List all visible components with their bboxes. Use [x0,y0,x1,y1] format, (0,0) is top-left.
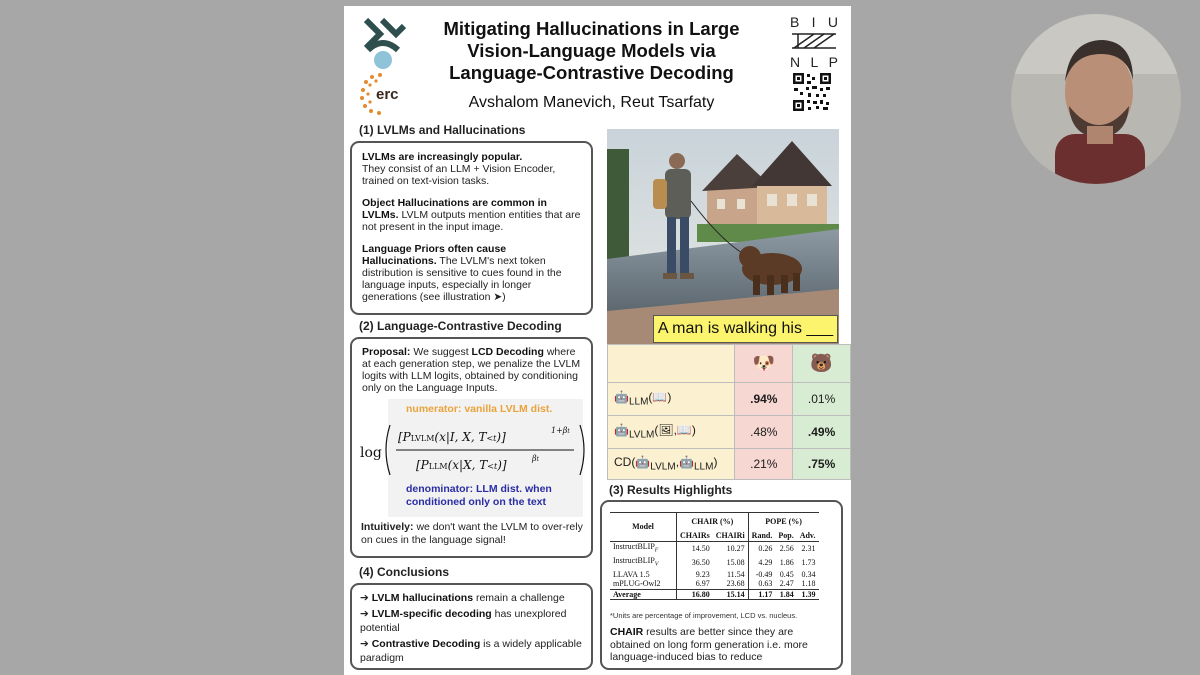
table-cell: 0.26 [748,541,775,556]
erc-logo [358,72,406,116]
bold-text: Contrastive Decoding [371,638,481,650]
formula-expression [358,419,588,481]
results-footnote: *Units are percentage of improvement, LCD vs. nucleus. [610,611,798,620]
table-row [610,541,819,556]
proposal-text [362,346,581,394]
poster [344,6,851,675]
results-box [600,500,843,670]
table-cell: 0.34 [801,569,816,579]
dog-emoji-icon: 🐶 [735,345,793,383]
model-header: Model [610,513,677,542]
table-cell: -0.49 [748,570,775,580]
lcd-formula [358,399,588,517]
table-row [608,449,851,480]
table-row [610,570,819,580]
book-icon: 📖 [652,390,668,405]
bold-text: LVLMs are increasingly popular. [362,151,523,163]
qr-code-icon [792,72,832,112]
table-cell: 23.68 [726,579,745,589]
table-cell: 15.14 [713,589,748,600]
section-title-lcd: (2) Language-Contrastive Decoding [359,319,562,333]
row-label: $🤖_{LVLM}(🖼,📖)$ [608,416,735,449]
conclusion-item: ➔ LVLM hallucinations remain a challenge [360,592,565,604]
lvlms-box [350,141,593,315]
bold-text: LVLM-specific decoding [371,608,492,620]
conclusions-list [360,591,583,665]
webcam-video [1011,14,1181,184]
svg-text:βt: βt [532,454,540,463]
poster-title: Mitigating Hallucinations in Large Vision-Language Models via Language-Contrastive Decoding [443,18,740,83]
illustration-photo [607,129,839,344]
table-cell: 9.23 [677,570,713,580]
book-icon: 📖 [676,423,692,438]
body-text: LVLM outputs mention entities that are not present in the input image. [362,209,581,233]
model-name-text: InstructBLIP [613,555,655,565]
table-corner [608,345,735,383]
conclusion-item: ➔ Contrastive Decoding is a widely applicable paradigm [360,638,582,664]
robot-icon: 🤖 [635,455,651,470]
body-text: is a widely applicable paradigm [360,638,582,664]
table-cell: 14.50 [677,541,713,556]
bold-text: LCD Decoding [471,346,544,358]
poster-authors: Avshalom Manevich, Reut Tsarfaty [468,94,715,111]
prob-value: .01% [793,383,851,416]
bold-text: Object Hallucinations are common in LVLMs. [362,197,547,221]
table-row [608,416,851,449]
prob-value: .49% [793,416,851,449]
bold-text: LVLM hallucinations [371,592,474,604]
model-subscript: V [654,561,659,568]
pope-header: POPE (%) [748,513,818,532]
prob-value: .48% [735,416,793,449]
biu-nlp-logo [790,15,838,70]
model-name [610,541,677,556]
svg-text:log: log [360,445,382,461]
results-table [610,512,819,600]
robot-icon: 🤖 [614,423,629,438]
section-title-conclusions: (4) Conclusions [359,565,450,579]
university-logo [358,16,408,71]
svg-text:[PLVLM(x|I, X, T<t)]: [PLVLM(x|I, X, T<t)] [398,430,506,444]
table-row [610,579,819,589]
image-icon: 🖼 [658,423,674,438]
prob-value: .75% [793,449,851,480]
model-name: Average [610,589,677,600]
logo-letter: U [827,14,838,30]
lvlms-paragraph-2 [362,197,581,233]
conclusions-box [350,583,593,670]
table-row [610,556,819,570]
table-cell: 2.56 [779,543,794,553]
intuition-text [361,521,586,547]
body-text: We suggest [413,346,469,358]
table-row [608,383,851,416]
table-cell: 10.27 [726,543,745,553]
network-lines-icon [790,30,838,52]
average-row [610,589,819,600]
section-title-lvlms: (1) LVLMs and Hallucinations [359,123,526,137]
robot-icon: 🤖 [614,390,629,405]
table-cell: 11.54 [726,569,745,579]
sub-header: Pop. [775,531,796,541]
body-text: where at each generation step, we penalize the LVLM logits with LLM logits, obtained by conditioning only on the Language Inputs. [362,346,581,394]
model-name: LLAVA 1.5 [613,569,650,579]
section-title-results: (3) Results Highlights [609,483,733,497]
bold-text: Language Priors often cause Hallucinations. [362,243,507,267]
sub-header: CHAIRi [713,531,748,541]
lvlms-paragraph-3 [362,243,581,303]
logo-letter: N [790,54,801,70]
row-label-text: LVLM [628,429,655,441]
table-cell: 4.29 [748,556,775,570]
results-note [610,626,835,664]
table-cell: 1.84 [775,589,796,600]
model-name-text: InstructBLIP [613,541,655,551]
body-text: we don't want the LVLM to over-rely on cues in the language signal! [361,521,583,546]
prob-value: .94% [735,383,793,416]
table-cell: 2.31 [801,543,816,553]
bear-emoji-icon: 🐻 [793,345,851,383]
table-cell: 1.86 [779,557,794,567]
svg-text:[PLLM(x|X, T<t)]: [PLLM(x|X, T<t)] [416,458,507,472]
logo-letter: B [790,14,800,30]
body-text: has unexplored potential [360,608,567,634]
table-cell: 36.50 [677,556,713,570]
conclusion-item: ➔ LVLM-specific decoding has unexplored potential [360,608,567,634]
sub-header: Rand. [748,531,775,541]
row-label: $🤖_{LLM}(📖)$ [608,383,735,416]
model-name: mPLUG-Owl2 [613,579,661,589]
robot-icon: 🤖 [679,455,694,470]
logo-letter: L [810,54,819,70]
body-text: remain a challenge [473,592,565,604]
table-cell: 6.97 [677,579,713,589]
numerator-label: numerator: vanilla LVLM dist. [406,403,553,415]
table-cell: 0.63 [748,579,775,589]
table-cell: 0.45 [779,569,794,579]
table-cell: 2.47 [779,579,794,589]
bold-text: Proposal: [362,346,411,358]
body-text: They consist of an LLM + Vision Encoder, trained on text-vision tasks. [362,163,556,187]
table-cell: 1.73 [801,557,816,567]
erc-text: erc [376,86,399,103]
chair-header: CHAIR (%) [677,513,749,532]
row-label: $CD(🤖_{LVLM},🤖_{LLM})$ [608,449,735,480]
model-subscript: F [654,547,659,554]
svg-text:1+βt: 1+βt [551,426,570,435]
sub-header: Adv. [797,531,819,541]
table-cell: 15.08 [726,557,745,567]
table-cell: 1.39 [797,589,819,600]
table-cell: 1.18 [801,579,816,589]
denominator-label: denominator: LLM dist. when conditioned only on the text [406,483,552,508]
illustration-caption: A man is walking his ___ [653,315,838,343]
prob-value: .21% [735,449,793,480]
lvlms-paragraph-1 [362,151,581,187]
logo-letter: P [828,54,838,70]
sub-header: CHAIRs [677,531,713,541]
bold-text: Intuitively: [361,521,414,533]
body-text: The LVLM's next token distribution is sensitive to cues found in the language inputs, especially in longer generations (see illustration ➤) [362,255,562,303]
body-text: results are better since they are obtained on long form generation i.e. more language-induced bias to reduce [610,626,808,663]
row-label-text: CD [614,455,632,470]
table-cell: 1.17 [748,589,775,600]
model-name [610,556,677,570]
logo-letter: I [811,14,816,30]
row-label-text: LLM [628,396,649,408]
table-cell: 16.80 [677,589,713,600]
bold-text: CHAIR [610,626,644,638]
probability-table [607,344,851,480]
